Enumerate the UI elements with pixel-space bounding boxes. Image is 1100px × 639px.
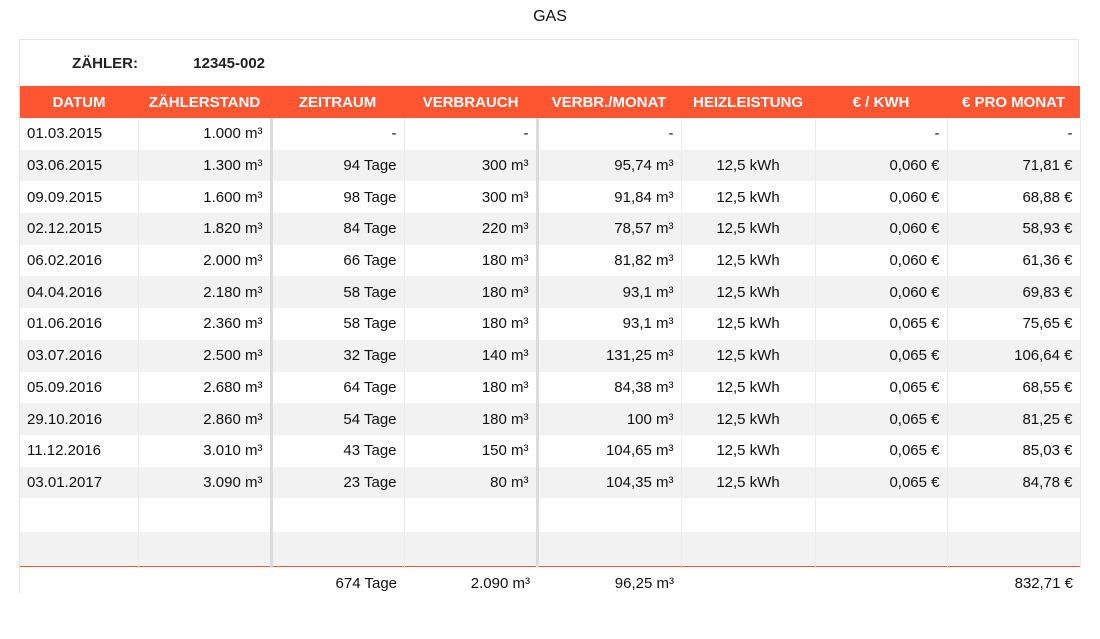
cell-verbrauch[interactable]: 180 m³ <box>404 372 537 404</box>
empty-cell[interactable] <box>815 498 947 532</box>
cell-datum[interactable]: 09.09.2015 <box>20 181 138 213</box>
cell-datum[interactable]: 11.12.2016 <box>20 435 138 467</box>
header-row <box>20 86 1080 118</box>
cell-verbr-monat[interactable]: 131,25 m³ <box>537 340 681 372</box>
cell-verbrauch[interactable]: 80 m³ <box>404 467 537 499</box>
cell-heizleistung[interactable]: 12,5 kWh <box>681 372 815 404</box>
cell-datum[interactable]: 02.12.2015 <box>20 213 138 245</box>
cell-zaehlerstand[interactable]: 3.090 m³ <box>138 467 271 499</box>
table-row[interactable] <box>20 213 1080 245</box>
cell-zaehlerstand[interactable]: 2.860 m³ <box>138 403 271 435</box>
table-row[interactable] <box>20 118 1080 150</box>
total-pro-monat: 832,71 € <box>947 567 1080 600</box>
table-row[interactable] <box>20 403 1080 435</box>
cell-verbrauch[interactable]: 140 m³ <box>404 340 537 372</box>
empty-cell[interactable] <box>271 532 404 567</box>
cell-eur-kwh[interactable]: - <box>815 118 947 150</box>
cell-heizleistung[interactable]: 12,5 kWh <box>681 181 815 213</box>
cell-datum[interactable]: 03.07.2016 <box>20 340 138 372</box>
empty-cell[interactable] <box>20 532 138 567</box>
cell-eur-kwh[interactable]: 0,065 € <box>815 403 947 435</box>
table-row[interactable] <box>20 467 1080 499</box>
total-zeitraum: 674 Tage <box>271 567 404 600</box>
cell-verbr-monat[interactable]: 81,82 m³ <box>537 245 681 277</box>
total-empty <box>815 567 947 600</box>
cell-datum[interactable]: 01.03.2015 <box>20 118 138 150</box>
meter-number[interactable]: 12345-002 <box>193 55 265 72</box>
cell-verbrauch[interactable]: 300 m³ <box>404 150 537 182</box>
col-header-datum[interactable]: DATUM <box>20 86 138 118</box>
cell-verbr-monat[interactable]: 104,65 m³ <box>537 435 681 467</box>
cell-zaehlerstand[interactable]: 2.680 m³ <box>138 372 271 404</box>
cell-datum[interactable]: 03.06.2015 <box>20 150 138 182</box>
cell-verbrauch[interactable]: 180 m³ <box>404 403 537 435</box>
col-header-eur-kwh[interactable]: € / KWH <box>815 86 947 118</box>
cell-eur-pro-monat[interactable]: 85,03 € <box>947 435 1080 467</box>
col-header-zaehlerstand[interactable]: ZÄHLERSTAND <box>138 86 271 118</box>
cell-heizleistung[interactable]: 12,5 kWh <box>681 308 815 340</box>
empty-cell[interactable] <box>681 498 815 532</box>
table-row[interactable] <box>20 340 1080 372</box>
col-header-verbrauch[interactable]: VERBRAUCH <box>404 86 537 118</box>
cell-heizleistung[interactable]: 12,5 kWh <box>681 403 815 435</box>
cell-verbr-monat[interactable]: 95,74 m³ <box>537 150 681 182</box>
empty-cell[interactable] <box>947 498 1080 532</box>
cell-eur-pro-monat[interactable]: 71,81 € <box>947 150 1080 182</box>
empty-row[interactable] <box>20 498 1080 532</box>
total-empty <box>138 567 271 600</box>
cell-zaehlerstand[interactable]: 1.000 m³ <box>138 118 271 150</box>
cell-heizleistung[interactable]: 12,5 kWh <box>681 245 815 277</box>
cell-eur-kwh[interactable]: 0,060 € <box>815 150 947 182</box>
empty-cell[interactable] <box>537 532 681 567</box>
cell-zeitraum[interactable]: 43 Tage <box>271 435 404 467</box>
cell-verbrauch[interactable]: 180 m³ <box>404 276 537 308</box>
cell-zeitraum[interactable]: 84 Tage <box>271 213 404 245</box>
empty-cell[interactable] <box>947 532 1080 567</box>
table-row[interactable] <box>20 435 1080 467</box>
cell-heizleistung[interactable]: 12,5 kWh <box>681 467 815 499</box>
total-empty <box>681 567 815 600</box>
cell-datum[interactable]: 03.01.2017 <box>20 467 138 499</box>
cell-zeitraum[interactable]: - <box>271 118 404 150</box>
empty-cell[interactable] <box>138 498 271 532</box>
table-row[interactable] <box>20 372 1080 404</box>
cell-eur-kwh[interactable]: 0,065 € <box>815 435 947 467</box>
cell-verbrauch[interactable]: 150 m³ <box>404 435 537 467</box>
cell-zaehlerstand[interactable]: 2.500 m³ <box>138 340 271 372</box>
cell-datum[interactable]: 04.04.2016 <box>20 276 138 308</box>
total-verbr-monat: 96,25 m³ <box>537 567 681 600</box>
cell-verbr-monat[interactable]: 93,1 m³ <box>537 308 681 340</box>
cell-verbrauch[interactable]: - <box>404 118 537 150</box>
cell-verbr-monat[interactable]: 93,1 m³ <box>537 276 681 308</box>
cell-heizleistung[interactable] <box>681 118 815 150</box>
cell-eur-pro-monat[interactable]: 61,36 € <box>947 245 1080 277</box>
cell-heizleistung[interactable]: 12,5 kWh <box>681 213 815 245</box>
readings-table <box>20 86 1081 599</box>
cell-eur-pro-monat[interactable]: 68,55 € <box>947 372 1080 404</box>
cell-zaehlerstand[interactable]: 3.010 m³ <box>138 435 271 467</box>
cell-zaehlerstand[interactable]: 2.000 m³ <box>138 245 271 277</box>
cell-datum[interactable]: 05.09.2016 <box>20 372 138 404</box>
empty-cell[interactable] <box>404 532 537 567</box>
cell-verbrauch[interactable]: 180 m³ <box>404 245 537 277</box>
empty-cell[interactable] <box>138 532 271 567</box>
cell-eur-kwh[interactable]: 0,060 € <box>815 245 947 277</box>
cell-verbr-monat[interactable]: 91,84 m³ <box>537 181 681 213</box>
cell-verbr-monat[interactable]: - <box>537 118 681 150</box>
cell-datum[interactable]: 06.02.2016 <box>20 245 138 277</box>
cell-eur-pro-monat[interactable]: 75,65 € <box>947 308 1080 340</box>
empty-row[interactable] <box>20 532 1080 567</box>
cell-zaehlerstand[interactable]: 1.600 m³ <box>138 181 271 213</box>
empty-cell[interactable] <box>537 498 681 532</box>
cell-zeitraum[interactable]: 94 Tage <box>271 150 404 182</box>
cell-verbrauch[interactable]: 300 m³ <box>404 181 537 213</box>
cell-datum[interactable]: 29.10.2016 <box>20 403 138 435</box>
cell-zeitraum[interactable]: 58 Tage <box>271 308 404 340</box>
cell-verbrauch[interactable]: 220 m³ <box>404 213 537 245</box>
cell-eur-pro-monat[interactable]: 69,83 € <box>947 276 1080 308</box>
col-header-eur-pro-monat[interactable]: € PRO MONAT <box>947 86 1080 118</box>
cell-eur-pro-monat[interactable]: 106,64 € <box>947 340 1080 372</box>
cell-heizleistung[interactable]: 12,5 kWh <box>681 435 815 467</box>
cell-zeitraum[interactable]: 98 Tage <box>271 181 404 213</box>
col-header-heizleistung[interactable]: HEIZLEISTUNG <box>681 86 815 118</box>
gas-sheet <box>19 39 1079 593</box>
cell-zeitraum[interactable]: 23 Tage <box>271 467 404 499</box>
cell-zaehlerstand[interactable]: 1.300 m³ <box>138 150 271 182</box>
empty-cell[interactable] <box>681 532 815 567</box>
meter-label: ZÄHLER: <box>72 55 138 72</box>
cell-eur-kwh[interactable]: 0,060 € <box>815 213 947 245</box>
cell-eur-pro-monat[interactable]: 81,25 € <box>947 403 1080 435</box>
empty-cell[interactable] <box>815 532 947 567</box>
col-header-verbr-monat[interactable]: VERBR./MONAT <box>537 86 681 118</box>
table-row[interactable] <box>20 150 1080 182</box>
cell-verbr-monat[interactable]: 84,38 m³ <box>537 372 681 404</box>
cell-verbr-monat[interactable]: 78,57 m³ <box>537 213 681 245</box>
table-row[interactable] <box>20 276 1080 308</box>
cell-eur-kwh[interactable]: 0,065 € <box>815 372 947 404</box>
cell-verbr-monat[interactable]: 100 m³ <box>537 403 681 435</box>
cell-zaehlerstand[interactable]: 1.820 m³ <box>138 213 271 245</box>
cell-eur-kwh[interactable]: 0,065 € <box>815 340 947 372</box>
empty-cell[interactable] <box>271 498 404 532</box>
table-row[interactable] <box>20 308 1080 340</box>
cell-eur-kwh[interactable]: 0,065 € <box>815 467 947 499</box>
cell-verbrauch[interactable]: 180 m³ <box>404 308 537 340</box>
total-verbrauch: 2.090 m³ <box>404 567 537 600</box>
cell-zeitraum[interactable]: 32 Tage <box>271 340 404 372</box>
cell-zaehlerstand[interactable]: 2.360 m³ <box>138 308 271 340</box>
table-row[interactable] <box>20 181 1080 213</box>
cell-eur-pro-monat[interactable]: 68,88 € <box>947 181 1080 213</box>
table-row[interactable] <box>20 245 1080 277</box>
cell-zeitraum[interactable]: 64 Tage <box>271 372 404 404</box>
cell-zaehlerstand[interactable]: 2.180 m³ <box>138 276 271 308</box>
page-title: GAS <box>533 8 567 25</box>
cell-heizleistung[interactable]: 12,5 kWh <box>681 340 815 372</box>
cell-eur-kwh[interactable]: 0,060 € <box>815 276 947 308</box>
cell-zeitraum[interactable]: 54 Tage <box>271 403 404 435</box>
cell-heizleistung[interactable]: 12,5 kWh <box>681 276 815 308</box>
cell-heizleistung[interactable]: 12,5 kWh <box>681 150 815 182</box>
col-header-zeitraum[interactable]: ZEITRAUM <box>271 86 404 118</box>
cell-eur-pro-monat[interactable]: 84,78 € <box>947 467 1080 499</box>
meter-row <box>20 40 1078 86</box>
cell-eur-kwh[interactable]: 0,065 € <box>815 308 947 340</box>
empty-cell[interactable] <box>404 498 537 532</box>
empty-cell[interactable] <box>20 498 138 532</box>
cell-eur-kwh[interactable]: 0,060 € <box>815 181 947 213</box>
total-empty <box>20 567 138 600</box>
cell-datum[interactable]: 01.06.2016 <box>20 308 138 340</box>
cell-verbr-monat[interactable]: 104,35 m³ <box>537 467 681 499</box>
cell-eur-pro-monat[interactable]: - <box>947 118 1080 150</box>
totals-row <box>20 567 1080 600</box>
cell-eur-pro-monat[interactable]: 58,93 € <box>947 213 1080 245</box>
cell-zeitraum[interactable]: 66 Tage <box>271 245 404 277</box>
cell-zeitraum[interactable]: 58 Tage <box>271 276 404 308</box>
